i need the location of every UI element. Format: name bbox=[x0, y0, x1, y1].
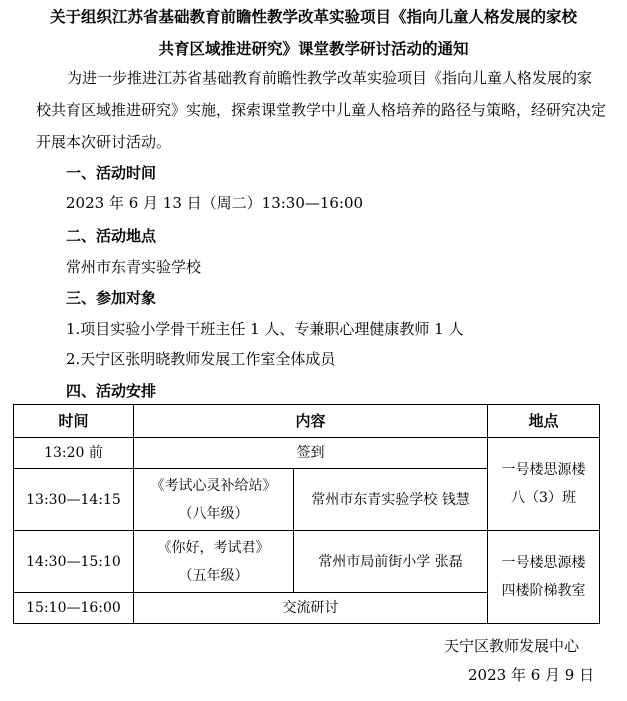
table-row bbox=[14, 531, 600, 593]
location-cell-1: 一号楼思源楼 八（3）班 bbox=[488, 438, 600, 531]
row-content: 签到 bbox=[134, 438, 488, 469]
row-time: 15:10—16:00 bbox=[14, 593, 134, 624]
location-cell-2: 一号楼思源楼 四楼阶梯教室 bbox=[488, 531, 600, 624]
row-content: 交流研讨 bbox=[134, 593, 488, 624]
teacher-cell: 常州市东青实验学校 钱慧 bbox=[294, 469, 488, 531]
table-row bbox=[14, 438, 600, 469]
issue-date: 2023 年 6 月 9 日 bbox=[468, 666, 595, 684]
header-location: 地点 bbox=[488, 405, 600, 438]
table-header-row bbox=[14, 405, 600, 438]
issuer: 天宁区教师发展中心 bbox=[444, 637, 580, 655]
section-heading-location: 二、活动地点 bbox=[66, 227, 157, 245]
event-time: 2023 年 6 月 13 日（周二）13:30—16:00 bbox=[66, 194, 364, 212]
section-heading-schedule: 四、活动安排 bbox=[66, 382, 157, 400]
row-time: 14:30—15:10 bbox=[14, 531, 134, 593]
row-time: 13:20 前 bbox=[14, 438, 134, 469]
header-content: 内容 bbox=[134, 405, 488, 438]
section-heading-time: 一、活动时间 bbox=[66, 164, 157, 182]
teacher-cell: 常州市局前街小学 张磊 bbox=[294, 531, 488, 593]
lesson-title-cell: 《你好，考试君》 （五年级） bbox=[134, 531, 294, 593]
schedule-table bbox=[13, 404, 600, 624]
event-location: 常州市东青实验学校 bbox=[66, 258, 202, 276]
participants-line-2: 2.天宁区张明晓教师发展工作室全体成员 bbox=[66, 350, 336, 368]
row-time: 13:30—14:15 bbox=[14, 469, 134, 531]
participants-line-1: 1.项目实验小学骨干班主任 1 人、专兼职心理健康教师 1 人 bbox=[66, 320, 464, 338]
intro-text: 为进一步推进江苏省基础教育前瞻性教学改革实验项目《指向儿童人格发展的家校共育区域推进研究》实施，探索课堂教学中儿童人格培养的路径与策略，经研究决定开展本次研讨活动。 bbox=[36, 69, 607, 151]
notice-title-line-1: 关于组织江苏省基础教育前瞻性教学改革实验项目《指向儿童人格发展的家校 bbox=[49, 7, 577, 26]
intro-paragraph bbox=[36, 62, 606, 158]
notice-title-line-2: 共育区域推进研究》课堂教学研讨活动的通知 bbox=[158, 39, 469, 58]
section-heading-participants: 三、参加对象 bbox=[66, 289, 157, 307]
header-time: 时间 bbox=[14, 405, 134, 438]
lesson-title-cell: 《考试心灵补给站》 （八年级） bbox=[134, 469, 294, 531]
